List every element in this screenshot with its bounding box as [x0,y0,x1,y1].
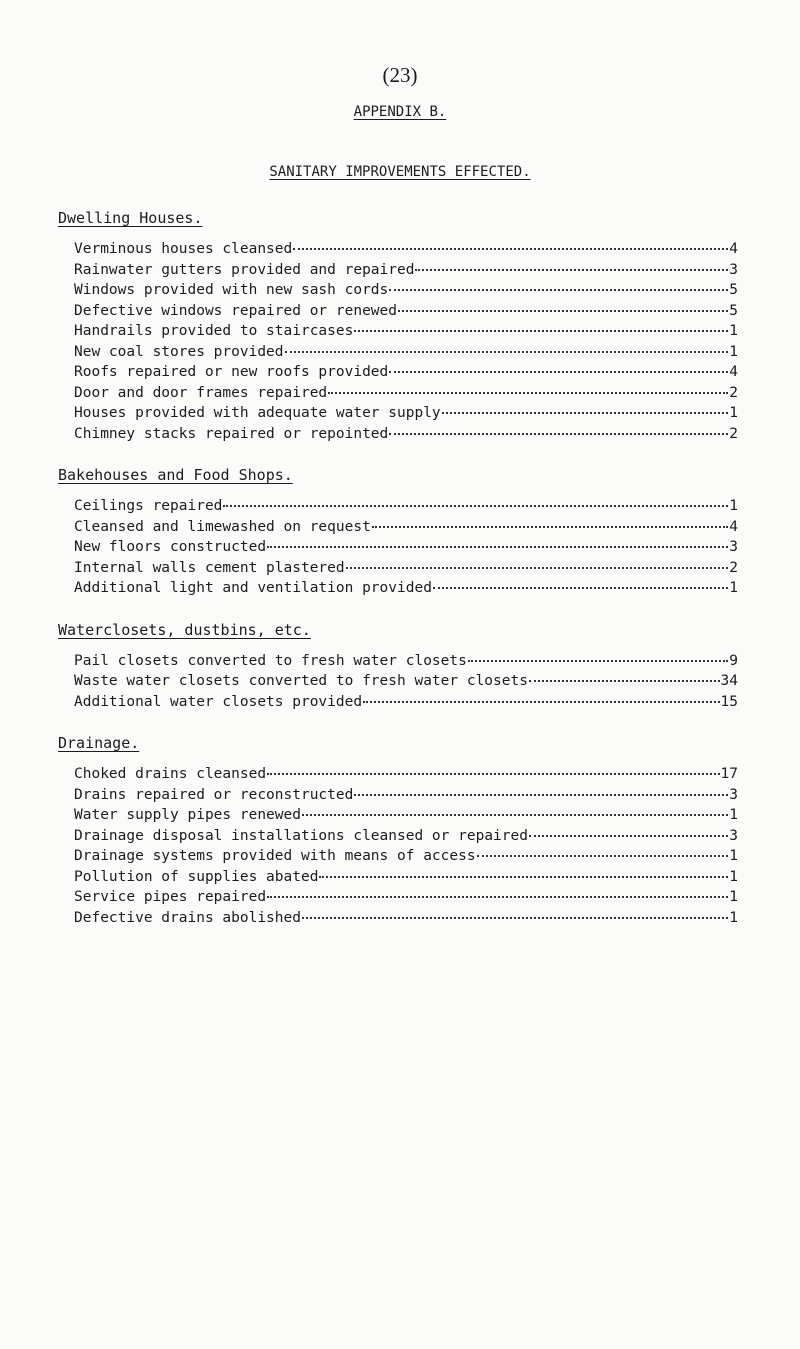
item-label: Water supply pipes renewed [74,807,301,823]
item-label: Cleansed and limewashed on request [74,518,371,535]
item-label: Chimney stacks repaired or repointed [74,425,389,442]
dot-leader [267,545,728,548]
list-item [74,578,738,599]
item-label: Drainage systems provided with means of access [74,848,476,864]
item-count: 5 [729,282,738,298]
list-item [74,403,738,424]
report-content [58,207,738,928]
item-count: 1 [729,343,738,360]
list-item [74,496,738,517]
item-label: Houses provided with adequate water supply [74,405,441,421]
item-count: 34 [720,673,738,689]
dot-leader [415,268,728,271]
item-count: 1 [729,868,738,885]
list-item [74,558,738,579]
item-count: 1 [729,889,738,905]
section-heading: Bakehouses and Food Shops. [58,466,293,484]
item-label: Roofs repaired or new roofs provided [74,364,389,380]
item-count: 17 [720,766,738,782]
item-count: 1 [729,909,738,926]
item-label: Defective windows repaired or renewed [74,302,398,319]
item-list [58,496,738,599]
list-item [74,301,738,322]
item-label: Handrails provided to staircases [74,323,354,339]
list-item [74,383,738,404]
dot-leader [372,525,728,528]
dot-leader [267,772,719,775]
item-label: Drains repaired or reconstructed [74,786,354,803]
item-count: 2 [729,384,738,401]
item-label: Additional light and ventilation provided [74,580,432,596]
item-count: 3 [729,827,738,844]
list-item [74,362,738,383]
list-item [74,826,738,847]
dot-leader [389,432,728,435]
item-label: New floors constructed [74,539,267,555]
list-item [74,867,738,888]
dot-leader [302,813,728,816]
dot-leader [389,288,728,291]
document-title [0,164,800,180]
dot-leader [468,659,728,662]
item-count: 2 [729,425,738,442]
item-label: Additional water closets provided [74,693,363,710]
item-label: Rainwater gutters provided and repaired [74,261,415,278]
dot-leader [529,679,720,682]
dot-leader [363,700,719,703]
section-heading: Dwelling Houses. [58,209,203,227]
item-count: 4 [729,241,738,257]
list-item [74,651,738,672]
section-drainage [58,732,738,928]
list-item [74,671,738,692]
section-waterclosets-dustbins [58,619,738,733]
dot-leader [293,247,728,250]
item-count: 4 [729,364,738,380]
dot-leader [319,875,728,878]
dot-leader [346,566,729,569]
dot-leader [328,391,728,394]
section-dwelling-houses [58,207,738,464]
appendix-title [0,104,800,120]
list-item [74,764,738,785]
item-count: 4 [729,518,738,535]
item-label: Pail closets converted to fresh water closets [74,652,467,669]
list-item [74,239,738,260]
section-heading: Drainage. [58,734,140,752]
item-label: Ceilings repaired [74,498,223,514]
dot-leader [529,834,728,837]
list-item [74,342,738,363]
dot-leader [267,895,728,898]
section-bakehouses-food-shops [58,464,738,619]
document-title-text: SANITARY IMPROVEMENTS EFFECTED. [269,164,531,180]
item-count: 3 [729,539,738,555]
section-heading: Waterclosets, dustbins, etc. [58,620,311,639]
item-label: New coal stores provided [74,343,284,360]
appendix-title-text: APPENDIX B. [353,104,447,120]
item-label: Waste water closets converted to fresh water closets [74,673,528,689]
item-count: 1 [729,580,738,596]
list-item [74,260,738,281]
item-label: Verminous houses cleansed [74,241,293,257]
item-count: 1 [729,498,738,514]
dot-leader [354,793,728,796]
dot-leader [477,854,729,857]
item-list [58,764,738,928]
list-item [74,785,738,806]
list-item [74,805,738,826]
item-label: Internal walls cement plastered [74,559,345,576]
item-count: 1 [729,323,738,339]
list-item [74,517,738,538]
item-count: 1 [729,807,738,823]
dot-leader [285,350,729,353]
item-count: 3 [729,261,738,278]
dot-leader [223,504,728,507]
dot-leader [354,329,728,332]
item-count: 15 [720,693,738,710]
item-count: 3 [729,786,738,803]
dot-leader [302,916,728,919]
list-item [74,280,738,301]
list-item [74,887,738,908]
item-count: 1 [729,848,738,864]
item-list [58,239,738,444]
item-label: Door and door frames repaired [74,384,328,401]
item-label: Defective drains abolished [74,909,301,926]
dot-leader [389,370,728,373]
item-label: Drainage disposal installations cleansed or repaired [74,827,528,844]
dot-leader [433,586,728,589]
item-label: Windows provided with new sash cords [74,282,389,298]
list-item [74,692,738,713]
list-item [74,908,738,929]
list-item [74,537,738,558]
list-item [74,424,738,445]
dot-leader [442,411,729,414]
item-label: Pollution of supplies abated [74,868,319,885]
list-item [74,321,738,342]
item-count: 5 [729,302,738,319]
item-count: 9 [729,652,738,669]
list-item [74,846,738,867]
page-number: (23) [382,63,418,87]
item-list [58,651,738,713]
item-label: Choked drains cleansed [74,766,267,782]
item-count: 1 [729,405,738,421]
item-label: Service pipes repaired [74,889,267,905]
dot-leader [398,309,728,312]
item-count: 2 [729,559,738,576]
